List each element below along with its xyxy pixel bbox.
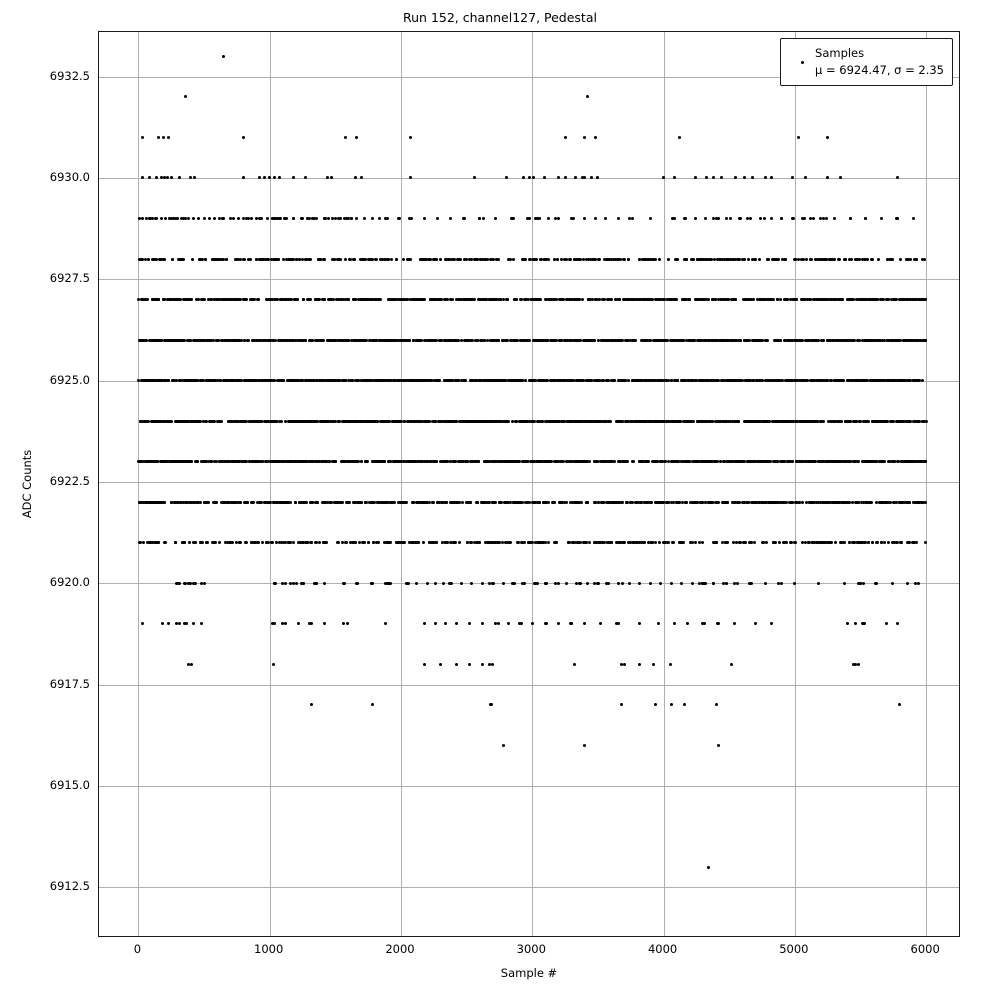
gridline-vertical	[926, 32, 927, 936]
y-tick-label: 6912.5	[49, 879, 90, 894]
gridline-vertical	[138, 32, 139, 936]
gridline-horizontal	[99, 583, 959, 584]
x-tick-label: 0	[133, 942, 142, 956]
x-tick-label: 6000	[910, 942, 940, 956]
y-tick-label: 6920.0	[49, 575, 90, 590]
gridline-vertical	[664, 32, 665, 936]
y-tick-label: 6927.5	[49, 271, 90, 286]
gridline-horizontal	[99, 786, 959, 787]
y-tick-label: 6922.5	[49, 473, 90, 488]
legend-entry-samples: Samples	[815, 46, 865, 60]
gridline-vertical	[401, 32, 402, 936]
y-tick-label: 6925.0	[49, 372, 90, 387]
x-tick-label: 2000	[385, 942, 415, 956]
gridline-horizontal	[99, 279, 959, 280]
y-tick-label: 6930.0	[49, 169, 90, 184]
page-title: Run 152, channel127, Pedestal	[403, 10, 597, 25]
plot-area	[98, 31, 960, 937]
x-tick-label: 3000	[516, 942, 546, 956]
y-axis-label: ADC Counts	[20, 449, 34, 519]
gridline-vertical	[795, 32, 796, 936]
y-tick-label: 6932.5	[49, 68, 90, 83]
gridline-vertical	[270, 32, 271, 936]
x-axis-label: Sample #	[500, 966, 558, 980]
y-tick-label: 6917.5	[49, 676, 90, 691]
x-tick-label: 1000	[254, 942, 284, 956]
x-tick-label: 4000	[647, 942, 678, 956]
gridline-horizontal	[99, 887, 959, 888]
gridline-horizontal	[99, 685, 959, 686]
legend-marker-icon	[789, 61, 815, 64]
legend	[780, 38, 953, 86]
legend-entry-stats: μ = 6924.47, σ = 2.35	[815, 63, 944, 77]
gridline-horizontal	[99, 482, 959, 483]
x-tick-label: 5000	[779, 942, 809, 956]
y-tick-label: 6915.0	[49, 778, 90, 792]
gridline-vertical	[532, 32, 533, 936]
